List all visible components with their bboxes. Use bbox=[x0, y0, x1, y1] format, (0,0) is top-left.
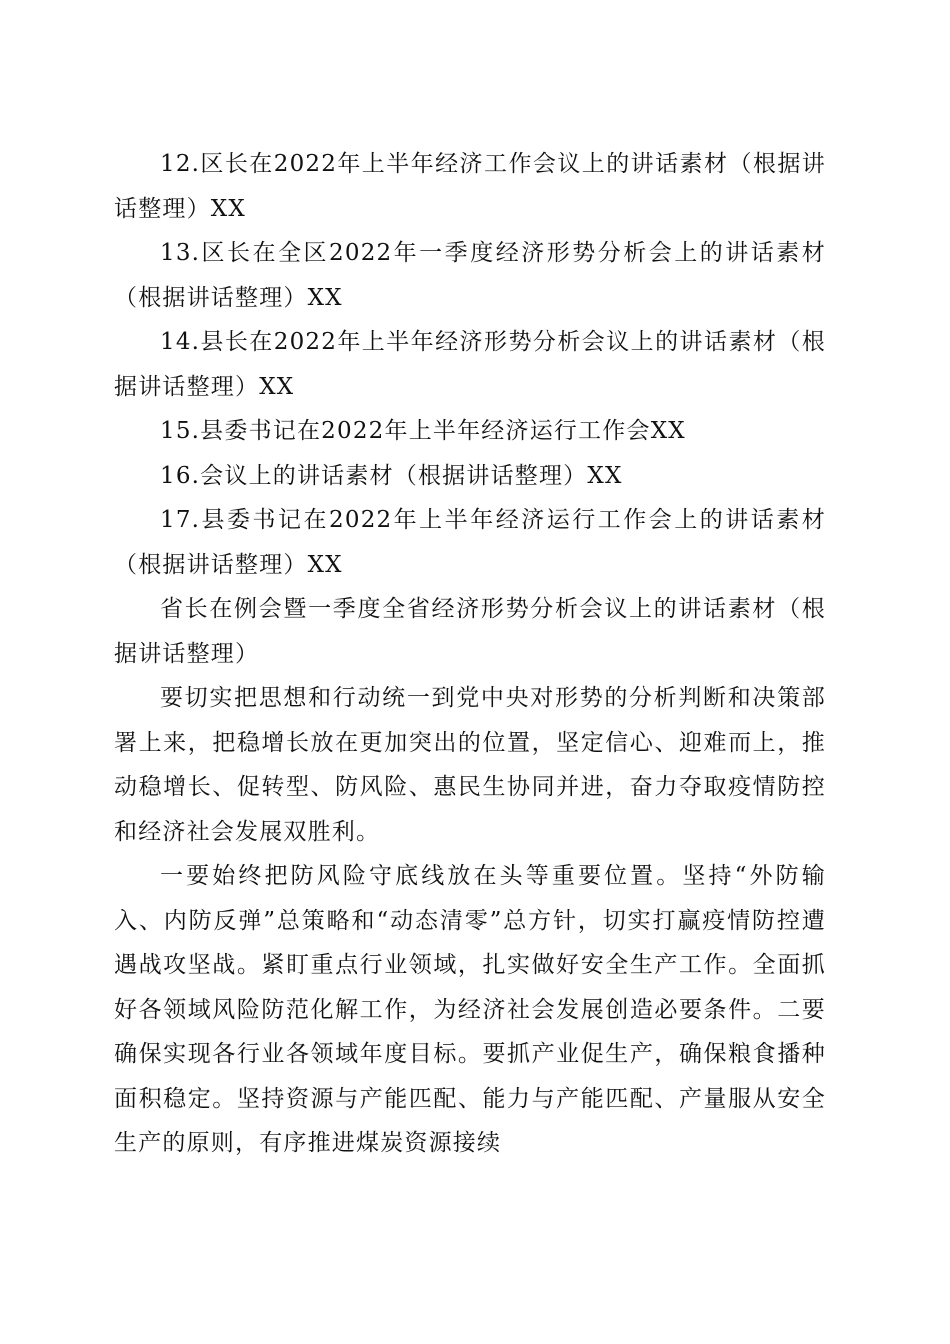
list-item-14: 14.县长在2022年上半年经济形势分析会议上的讲话素材（根据讲话整理）XX bbox=[114, 329, 826, 400]
section-title: 省长在例会暨一季度全省经济形势分析会议上的讲话素材（根据讲话整理） bbox=[114, 596, 826, 667]
document-body bbox=[114, 142, 826, 1166]
list-item-17: 17.县委书记在2022年上半年经济运行工作会上的讲话素材（根据讲话整理）XX bbox=[114, 507, 826, 578]
body-paragraph: 要切实把思想和行动统一到党中央对形势的分析判断和决策部署上来，把稳增长放在更加突出的位置，坚定信心、迎难而上，推动稳增长、促转型、防风险、惠民生协同并进，奋力夺取疫情防控和经济社会发展双胜利。 bbox=[114, 685, 826, 845]
body-paragraph: 一要始终把防风险守底线放在头等重要位置。坚持“外防输入、内防反弹”总策略和“动态清零”总方针，切实打赢疫情防控遭遇战攻坚战。紧盯重点行业领域，扎实做好安全生产工作。全面抓好各领域风险防范化解工作，为经济社会发展创造必要条件。二要确保实现各行业各领域年度目标。要抓产业促生产，确保粮食播种面积稳定。坚持资源与产能匹配、能力与产能匹配、产量服从安全生产的原则，有序推进煤炭资源接续 bbox=[114, 863, 826, 1156]
list-item-13: 13.区长在全区2022年一季度经济形势分析会上的讲话素材（根据讲话整理）XX bbox=[114, 240, 826, 311]
list-item-12: 12.区长在2022年上半年经济工作会议上的讲话素材（根据讲话整理）XX bbox=[114, 151, 826, 222]
list-item-16: 16.会议上的讲话素材（根据讲话整理）XX bbox=[160, 462, 623, 489]
list-item-15: 15.县委书记在2022年上半年经济运行工作会XX bbox=[160, 418, 686, 444]
